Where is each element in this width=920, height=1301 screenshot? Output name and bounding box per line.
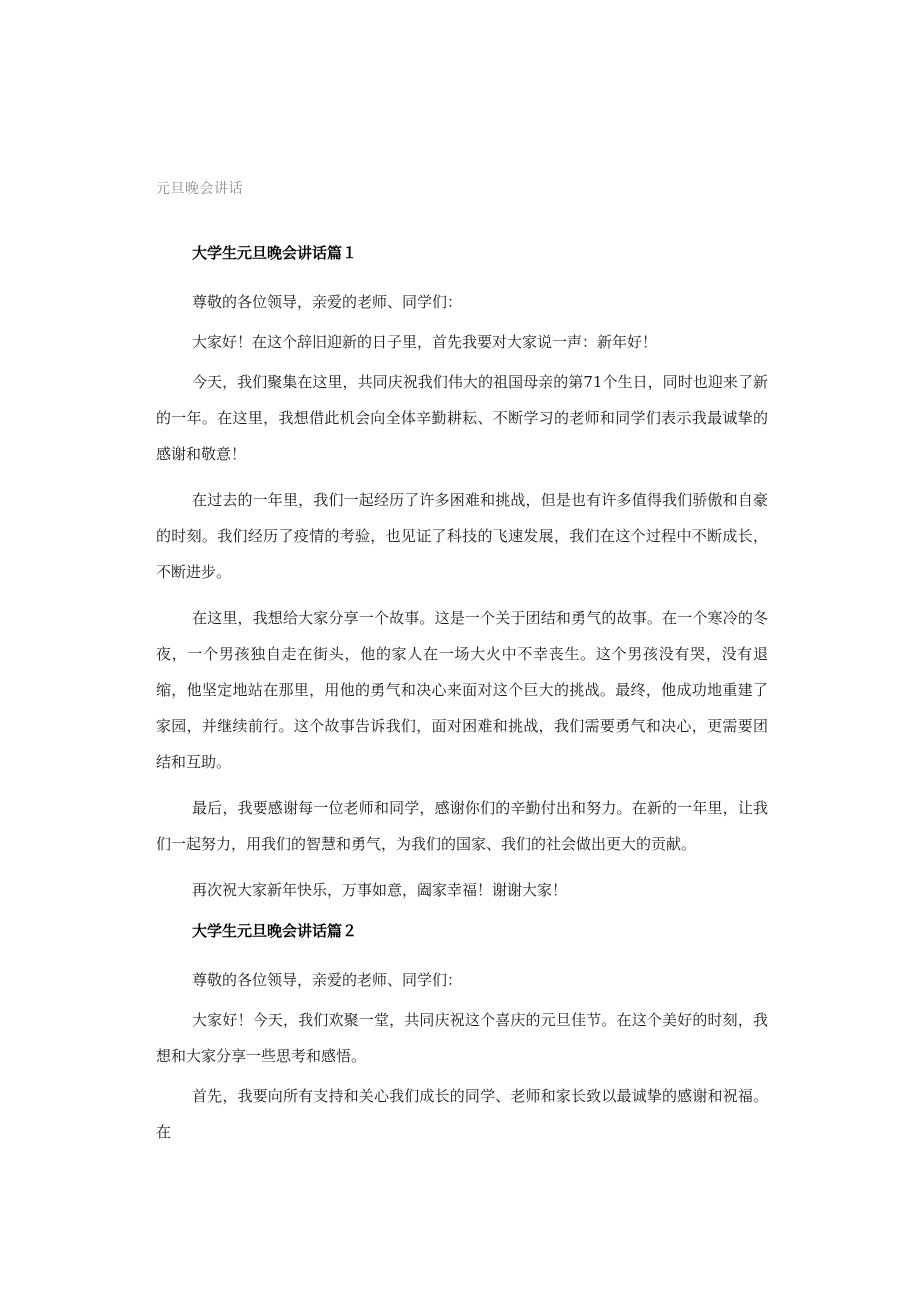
body-paragraph: 首先，我要向所有支持和关心我们成长的同学、老师和家长致以最诚挚的感谢和祝福。在 bbox=[156, 1087, 768, 1141]
body-paragraph: 最后，我要感谢每一位老师和同学，感谢你们的辛勤付出和努力。在新的一年里，让我们一起努力，用我们的智慧和勇气，为我们的国家、我们的社会做出更大的贡献。 bbox=[156, 799, 768, 853]
greeting-paragraph: 大家好！在这个辞旧迎新的日子里，首先我要对大家说一声：新年好！ bbox=[192, 333, 658, 351]
document-header: 元旦晚会讲话 bbox=[156, 181, 243, 197]
body-paragraph: 大家好！今天，我们欢聚一堂，共同庆祝这个喜庆的元旦佳节。在这个美好的时刻，我想和大家分享一些思考和感悟。 bbox=[156, 1011, 768, 1065]
section-heading-2: 大学生元旦晚会讲话篇２ bbox=[192, 922, 358, 940]
salutation-paragraph: 尊敬的各位领导，亲爱的老师、同学们： bbox=[192, 293, 463, 311]
body-paragraph: 今天，我们聚集在这里，共同庆祝我们伟大的祖国母亲的第71个生日，同时也迎来了新的一年。在这里，我想借此机会向全体辛勤耕耘、不断学习的老师和同学们表示我最诚挚的感谢和敬意！ bbox=[156, 373, 768, 463]
body-paragraph: 在过去的一年里，我们一起经历了许多困难和挑战，但是也有许多值得我们骄傲和自豪的时刻。我们经历了疫情的考验，也见证了科技的飞速发展，我们在这个过程中不断成长，不断进步。 bbox=[156, 491, 768, 581]
salutation-paragraph: 尊敬的各位领导，亲爱的老师、同学们： bbox=[192, 971, 463, 989]
body-paragraph: 在这里，我想给大家分享一个故事。这是一个关于团结和勇气的故事。在一个寒冷的冬夜，一个男孩独自走在街头，他的家人在一场大火中不幸丧生。这个男孩没有哭，没有退缩，他坚定地站在那里，用他的勇气和决心来面对这个巨大的挑战。最终，他成功地重建了家园，并继续前行。这个故事告诉我们，面对困难和挑战，我们需要勇气和决心，更需要团结和互助。 bbox=[156, 609, 768, 771]
section-heading-1: 大学生元旦晚会讲话篇１ bbox=[192, 244, 358, 262]
closing-paragraph: 再次祝大家新年快乐，万事如意，阖家幸福！谢谢大家！ bbox=[192, 881, 568, 899]
document-body bbox=[156, 240, 768, 1154]
